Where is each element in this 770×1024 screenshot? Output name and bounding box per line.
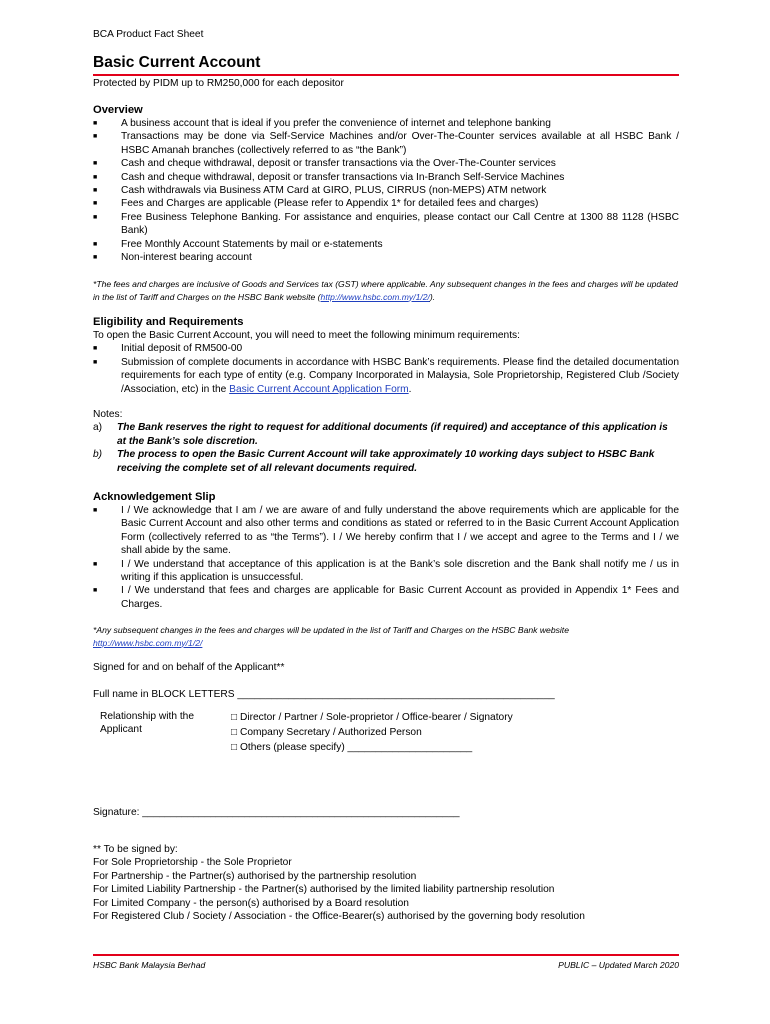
list-item: For Sole Proprietorship - the Sole Proprietor [93,857,292,869]
note-b [93,448,679,475]
square-bullet-icon: ■ [93,507,98,514]
relationship-options [231,710,679,755]
square-bullet-icon: ■ [93,240,98,248]
checkbox-others[interactable]: □ Others (please specify) ______________________ [231,742,473,753]
eligibility-heading: Eligibility and Requirements [93,316,244,328]
footer-classification: PUBLIC – Updated March 2020 [558,960,679,970]
square-bullet-icon: ■ [93,120,98,127]
acknowledgement-heading: Acknowledgement Slip [93,491,216,503]
eligibility-section [93,315,679,396]
full-name-field[interactable]: Full name in BLOCK LETTERS ________________________________________________________ [93,689,555,700]
hsbc-website-link[interactable]: http://www.hsbc.com.my/1/2/ [320,291,430,302]
list-item: ■ Initial deposit of RM500-00 [93,343,243,355]
page-title: Basic Current Account [93,54,261,71]
list-item: ■ Cash and cheque withdrawal, deposit or transfer transactions via In-Branch Self-Service Machines [93,171,565,183]
list-item: ■ Submission of complete documents in accordance with HSBC Bank’s requirements. Please find the detailed documentation requirements for each type of entity (e.g. Company Incorporated in Malaysia, Sole Proprietorship, Registered Club /Society /Association, etc) in the Basic Current Account Application Form. [93,356,679,395]
note-a-text: The Bank reserves the right to request for additional documents (if required) and acceptance of this application is at the Bank’s sole discretion. [117,422,668,447]
square-bullet-icon: ■ [93,254,98,262]
list-item: For Limited Liability Partnership - the Partner(s) authorised by the limited liability partnership resolution [93,884,555,896]
checkbox-director[interactable]: □ Director / Partner / Sole-proprietor / Office-bearer / Signatory [231,712,513,723]
signed-by-section [93,843,679,923]
list-item: ■ Transactions may be done via Self-Service Machines and/or Over-The-Counter services available at all HSBC Bank / HSBC Amanah branches (collectively referred to as “the Bank”) [93,131,679,156]
eligibility-list [93,342,679,396]
square-bullet-icon: ■ [93,200,98,208]
square-bullet-icon: ■ [93,160,98,168]
list-item: ■ Non-interest bearing account [93,252,252,264]
checkbox-company-secretary[interactable]: □ Company Secretary / Authorized Person [231,727,422,738]
square-bullet-icon: ■ [93,587,98,595]
hsbc-website-link-2[interactable]: http://www.hsbc.com.my/1/2/ [93,637,203,648]
relationship-label: Relationship with the Applicant [100,711,195,736]
square-bullet-icon: ■ [93,213,98,221]
note-b-text: The process to open the Basic Current Account will take approximately 10 working days subject to HSBC Bank receiving the complete set of all relevant documents required. [117,449,655,474]
square-bullet-icon: ■ [93,560,98,568]
footer-divider [93,954,679,956]
list-item: ■ Free Monthly Account Statements by mail or e-statements [93,238,383,250]
overview-list [93,117,679,264]
list-item: ■ Cash and cheque withdrawal, deposit or transfer transactions via the Over-The-Counter services [93,158,556,170]
page-subtitle: Protected by PIDM up to RM250,000 for each depositor [93,78,344,89]
notes-label: Notes: [93,409,123,420]
square-bullet-icon: ■ [93,133,98,141]
list-item: ■ A business account that is ideal if you prefer the convenience of internet and telephone banking [93,118,551,129]
title-divider [93,74,679,76]
list-item: ■ Fees and Charges are applicable (Please refer to Appendix 1* for detailed fees and charges) [93,198,539,210]
signed-by-heading: ** To be signed by: [93,844,178,855]
acknowledgement-list [93,504,679,611]
application-form-link[interactable]: Basic Current Account Application Form [229,383,409,395]
list-item: ■ I / We acknowledge that I am / we are aware of and fully understand the above requirements which are applicable for the Basic Current Account and also other terms and conditions as stated or referred to in the Basic Current Account Application Form (collectively referred to as “the Terms”). I / We hereby confirm that I / we accept and agree to the Terms and I / we shall abide by the same. [93,505,679,557]
list-item: ■ Free Business Telephone Banking. For assistance and enquiries, please contact our Call Centre at 1300 88 1128 (HSBC Bank) [93,211,679,237]
note-a-label: a) [93,422,103,434]
overview-section [93,103,679,264]
list-item: For Registered Club / Society / Association - the Office-Bearer(s) authorised by the governing body resolution [93,911,585,923]
footer-bank-name: HSBC Bank Malaysia Berhad [93,960,206,970]
overview-footnote: *The fees and charges are inclusive of Goods and Services tax (GST) where applicable. Any subsequent changes in the fees and charges will be updated in the list of Tariff and Charges on the HSBC Bank website (http://www.hsbc.com.my/1/2/). [93,279,678,302]
notes-section [93,408,679,475]
eligibility-intro: To open the Basic Current Account, you will need to meet the following minimum requirements: [93,330,520,341]
square-bullet-icon: ■ [93,358,98,366]
note-b-label: b) [93,449,103,461]
acknowledgement-footnote: *Any subsequent changes in the fees and charges will be updated in the list of Tariff and Charges on the HSBC Bank website http://www.hsbc.com.my/1/2/ [93,625,569,648]
list-item: For Partnership - the Partner(s) authorised by the partnership resolution [93,870,417,882]
square-bullet-icon: ■ [93,173,98,181]
square-bullet-icon: ■ [93,187,98,195]
square-bullet-icon: ■ [93,345,98,353]
overview-heading: Overview [93,104,143,116]
list-item: ■ I / We understand that fees and charges are applicable for Basic Current Account as provided in Appendix 1* Fees and Charges. [93,585,679,610]
list-item: ■ I / We understand that acceptance of this application is at the Bank’s sole discretion and the Bank shall notify me / us in writing if this application is unsuccessful. [93,558,679,584]
list-item: For Limited Company - the person(s) authorised by a Board resolution [93,897,409,909]
signature-field[interactable]: Signature: ________________________________________________________ [93,807,460,818]
list-item: ■ Cash withdrawals via Business ATM Card at GIRO, PLUS, CIRRUS (non-MEPS) ATM network [93,185,547,197]
acknowledgement-section [93,490,679,611]
document-header-label: BCA Product Fact Sheet [93,29,204,40]
signed-for-line: Signed for and on behalf of the Applicant** [93,662,285,673]
note-a [93,421,679,448]
